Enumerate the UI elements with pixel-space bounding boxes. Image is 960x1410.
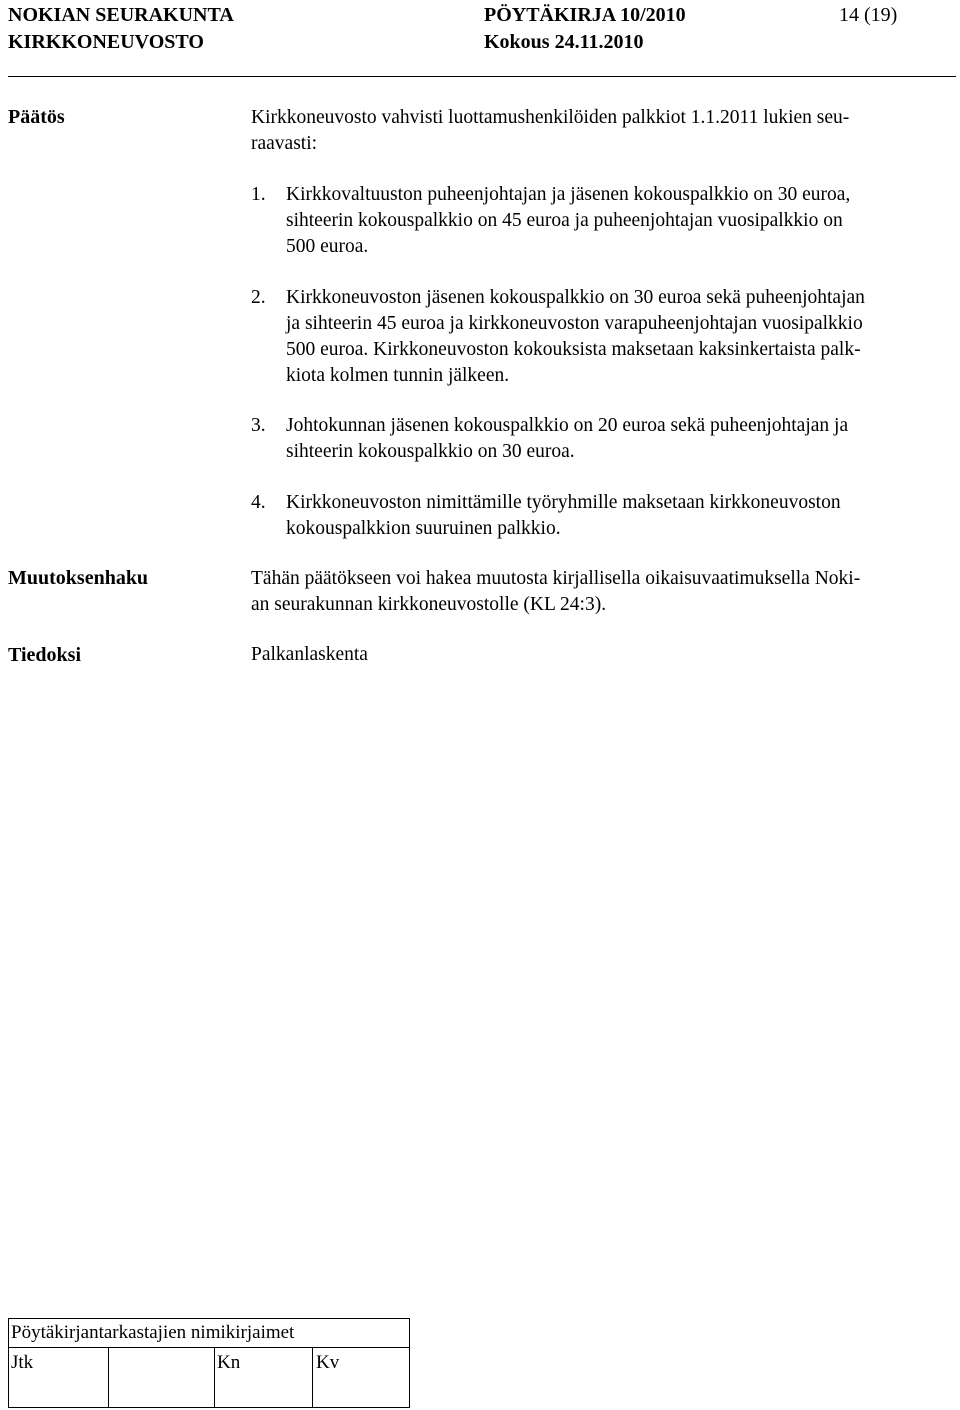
page-number: 14 (19) [839,4,898,26]
item-line: kokouspalkkion suuruinen palkkio. [286,518,561,539]
item-number: 3. [251,415,266,436]
signature-box-title: Pöytäkirjantarkastajien nimikirjaimet [11,1322,295,1343]
decision-intro-line: Kirkkoneuvosto vahvisti luottamushenkilöiden palkkiot 1.1.2011 lukien seu- [251,107,850,128]
signature-cell-divider [312,1347,313,1407]
decision-intro-line: raavasti: [251,133,318,154]
item-number: 1. [251,184,266,205]
header-divider [8,76,956,77]
item-line: Kirkkoneuvoston nimittämille työryhmille maksetaan kirkkoneuvoston [286,492,841,513]
item-line: Johtokunnan jäsenen kokouspalkkio on 20 euroa sekä puheenjohtajan ja [286,415,849,436]
signature-cell-kn: Kn [217,1352,241,1373]
appeal-line: an seurakunnan kirkkoneuvostolle (KL 24:3). [251,594,607,615]
signature-box-divider [9,1347,409,1348]
appeal-text [251,566,860,618]
signature-cell-kv: Kv [316,1352,340,1373]
decision-label: Päätös [8,106,65,128]
item-line: 500 euroa. Kirkkoneuvoston kokouksista maksetaan kaksinkertaista palk- [286,339,861,360]
body-name: KIRKKONEUVOSTO [8,31,204,53]
item-line: 500 euroa. [286,236,369,257]
notice-label: Tiedoksi [8,644,81,666]
document-title: PÖYTÄKIRJA 10/2010 [484,4,686,26]
appeal-line: Tähän päätökseen voi hakea muutosta kirjallisella oikaisuvaatimuksella Noki- [251,568,861,589]
notice-recipient: Palkanlaskenta [251,644,368,665]
item-line: sihteerin kokouspalkkio on 45 euroa ja puheenjohtajan vuosipalkkio on [286,210,843,231]
meeting-date: Kokous 24.11.2010 [484,31,644,53]
signature-cell-divider [108,1347,109,1407]
item-line: kiota kolmen tunnin jälkeen. [286,365,510,386]
item-number: 4. [251,492,266,513]
item-line: Kirkkoneuvoston jäsenen kokouspalkkio on 30 euroa sekä puheenjohtajan [286,287,865,308]
appeal-label: Muutoksenhaku [8,567,149,589]
item-number: 2. [251,287,266,308]
signature-box [8,1318,410,1408]
item-line: ja sihteerin 45 euroa ja kirkkoneuvoston varapuheenjohtajan vuosipalkkio [286,313,863,334]
signature-cell-divider [214,1347,215,1407]
item-line: Kirkkovaltuuston puheenjohtajan ja jäsenen kokouspalkkio on 30 euroa, [286,184,851,205]
signature-cell-jtk: Jtk [11,1352,34,1373]
organization-name: NOKIAN SEURAKUNTA [8,4,234,26]
item-line: sihteerin kokouspalkkio on 30 euroa. [286,441,575,462]
decision-intro [251,105,849,157]
